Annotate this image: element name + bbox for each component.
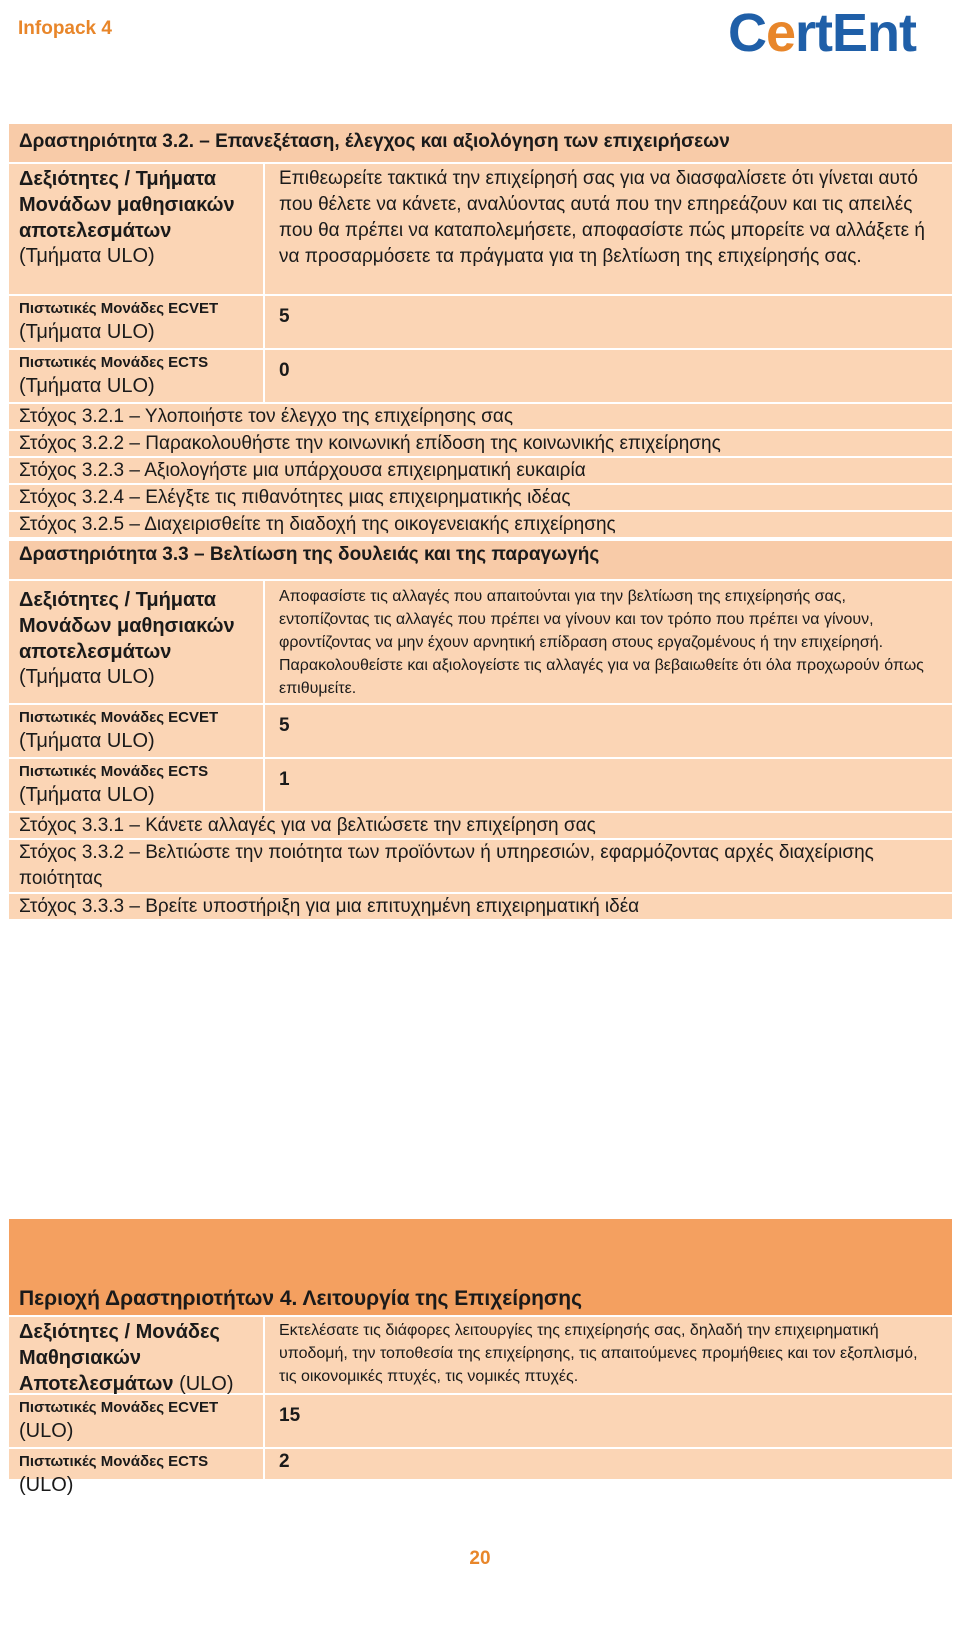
goal-item: Στόχος 3.2.5 – Διαχειρισθείτε τη διαδοχή της οικογενειακής επιχείρησης	[19, 514, 616, 535]
ects-row	[9, 350, 952, 404]
ects-value: 2	[279, 1451, 290, 1472]
goal-row	[9, 404, 952, 431]
skills-label: Δεξιότητες / Τμήματα Μονάδων μαθησιακών αποτελεσμάτων	[19, 168, 235, 242]
goal-item: Στόχος 3.3.1 – Κάνετε αλλαγές για να βελτιώσετε την επιχείρηση σας	[19, 815, 596, 836]
activity-3-3-table	[9, 541, 952, 921]
goal-row	[9, 840, 952, 894]
ecvet-ulo: (Τμήματα ULO)	[19, 321, 155, 343]
goal-row	[9, 813, 952, 840]
ecvet-value: 5	[279, 306, 290, 327]
goal-item: Στόχος 3.2.4 – Ελέγξτε τις πιθανότητες μιας επιχειρηματικής ιδέας	[19, 487, 571, 508]
infopack-title: Infopack 4	[18, 18, 112, 39]
area-title: Περιοχή Δραστηριοτήτων 4. Λειτουργία της Επιχείρησης	[19, 1287, 583, 1310]
ecvet-ulo: (Τμήματα ULO)	[19, 730, 155, 752]
skills-ulo: (ULO)	[179, 1373, 234, 1395]
activity-title: Δραστηριότητα 3.3 – Βελτίωση της δουλειάς και της παραγωγής	[19, 544, 600, 565]
skills-ulo: (Τμήματα ULO)	[19, 245, 155, 267]
skills-label: Δεξιότητες / Τμήματα Μονάδων μαθησιακών αποτελεσμάτων	[19, 589, 235, 663]
ects-ulo: (ULO)	[19, 1474, 74, 1496]
skills-description: Αποφασίστε τις αλλαγές που απαιτούνται για την βελτίωση της επιχείρησής σας, εντοπίζοντας τις αλλαγές που πρέπει να γίνουν και τον τρόπο που πρέπει να γίνουν, φροντίζοντας να μην έχουν αρνητική επίδραση στους εργαζομένους ή την επιχείρησή. Παρακολουθείστε και αξιολογείστε τις αλλαγές για να βεβαιωθείτε ότι όλα προχωρούν όπως επιθυμείτε.	[279, 588, 924, 697]
ecvet-label: Πιστωτικές Μονάδες ECVET	[19, 300, 219, 317]
certent-logo: CertEnt	[728, 3, 917, 63]
ects-value: 0	[279, 360, 290, 381]
goal-item: Στόχος 3.3.3 – Βρείτε υποστήριξη για μια επιτυχημένη επιχειρηματική ιδέα	[19, 896, 640, 917]
goal-row	[9, 485, 952, 512]
ecvet-ulo: (ULO)	[19, 1420, 74, 1442]
skills-ulo: (Τμήματα ULO)	[19, 666, 155, 688]
activity-header	[9, 124, 952, 164]
goal-row	[9, 458, 952, 485]
activity-3-2-table	[9, 124, 952, 539]
goal-row	[9, 512, 952, 539]
skills-row	[9, 1317, 952, 1395]
page-number: 20	[469, 1548, 491, 1569]
ecvet-value: 5	[279, 715, 290, 736]
goal-item: Στόχος 3.2.1 – Υλοποιήστε τον έλεγχο της επιχείρησης σας	[19, 406, 514, 427]
ects-label: Πιστωτικές Μονάδες ECTS	[19, 1453, 209, 1470]
goal-item: Στόχος 3.2.3 – Αξιολογήστε μια υπάρχουσα επιχειρηματική ευκαιρία	[19, 460, 586, 481]
activity-area-4-table	[9, 1219, 952, 1496]
goal-row	[9, 431, 952, 458]
skills-row	[9, 164, 952, 296]
ecvet-row	[9, 1395, 952, 1449]
ects-value: 1	[279, 769, 290, 790]
activity-title: Δραστηριότητα 3.2. – Επανεξέταση, έλεγχος και αξιολόγηση των επιχειρήσεων	[19, 131, 730, 152]
ects-row	[9, 1449, 952, 1496]
skills-description: Εκτελέσατε τις διάφορες λειτουργίες της επιχείρησής σας, δηλαδή την επιχειρηματική υποδομή, την τοποθεσία της επιχείρησης, τις απαιτούμενες προμήθειες και τον εξοπλισμό, τις οικονομικές πτυχές, τις νομικές πτυχές.	[279, 1322, 918, 1385]
activity-header	[9, 541, 952, 581]
ecvet-row	[9, 296, 952, 350]
goal-item: Στόχος 3.2.2 – Παρακολουθήστε την κοινωνική επίδοση της κοινωνικής επιχείρησης	[19, 433, 721, 454]
skills-label: Δεξιότητες / Μονάδες Μαθησιακών Αποτελεσμάτων	[19, 1321, 220, 1395]
goal-row	[9, 894, 952, 921]
goal-item: Στόχος 3.3.2 – Βελτιώστε την ποιότητα των προϊόντων ή υπηρεσιών, εφαρμόζοντας αρχές διαχείρισης ποιότητας	[19, 842, 874, 889]
skills-row	[9, 581, 952, 705]
ecvet-row	[9, 705, 952, 759]
skills-description: Επιθεωρείτε τακτικά την επιχείρησή σας για να διασφαλίσετε ότι γίνεται αυτό που θέλετε να κάνετε, αναλύοντας αυτά που την επηρεάζουν και τις απειλές που θα πρέπει να καταπολεμήσετε, αποφασίστε πώς μπορείτε να αλλάξετε ή να προσαρμόσετε τα πράγματα για τη βελτίωση της επιχείρησής σας.	[279, 168, 925, 267]
ects-ulo: (Τμήματα ULO)	[19, 375, 155, 397]
area-header	[9, 1219, 952, 1317]
ecvet-value: 15	[279, 1405, 301, 1426]
ecvet-label: Πιστωτικές Μονάδες ECVET	[19, 1399, 219, 1416]
ects-label: Πιστωτικές Μονάδες ECTS	[19, 354, 209, 371]
ects-label: Πιστωτικές Μονάδες ECTS	[19, 763, 209, 780]
ecvet-label: Πιστωτικές Μονάδες ECVET	[19, 709, 219, 726]
ects-row	[9, 759, 952, 813]
ects-ulo: (Τμήματα ULO)	[19, 784, 155, 806]
